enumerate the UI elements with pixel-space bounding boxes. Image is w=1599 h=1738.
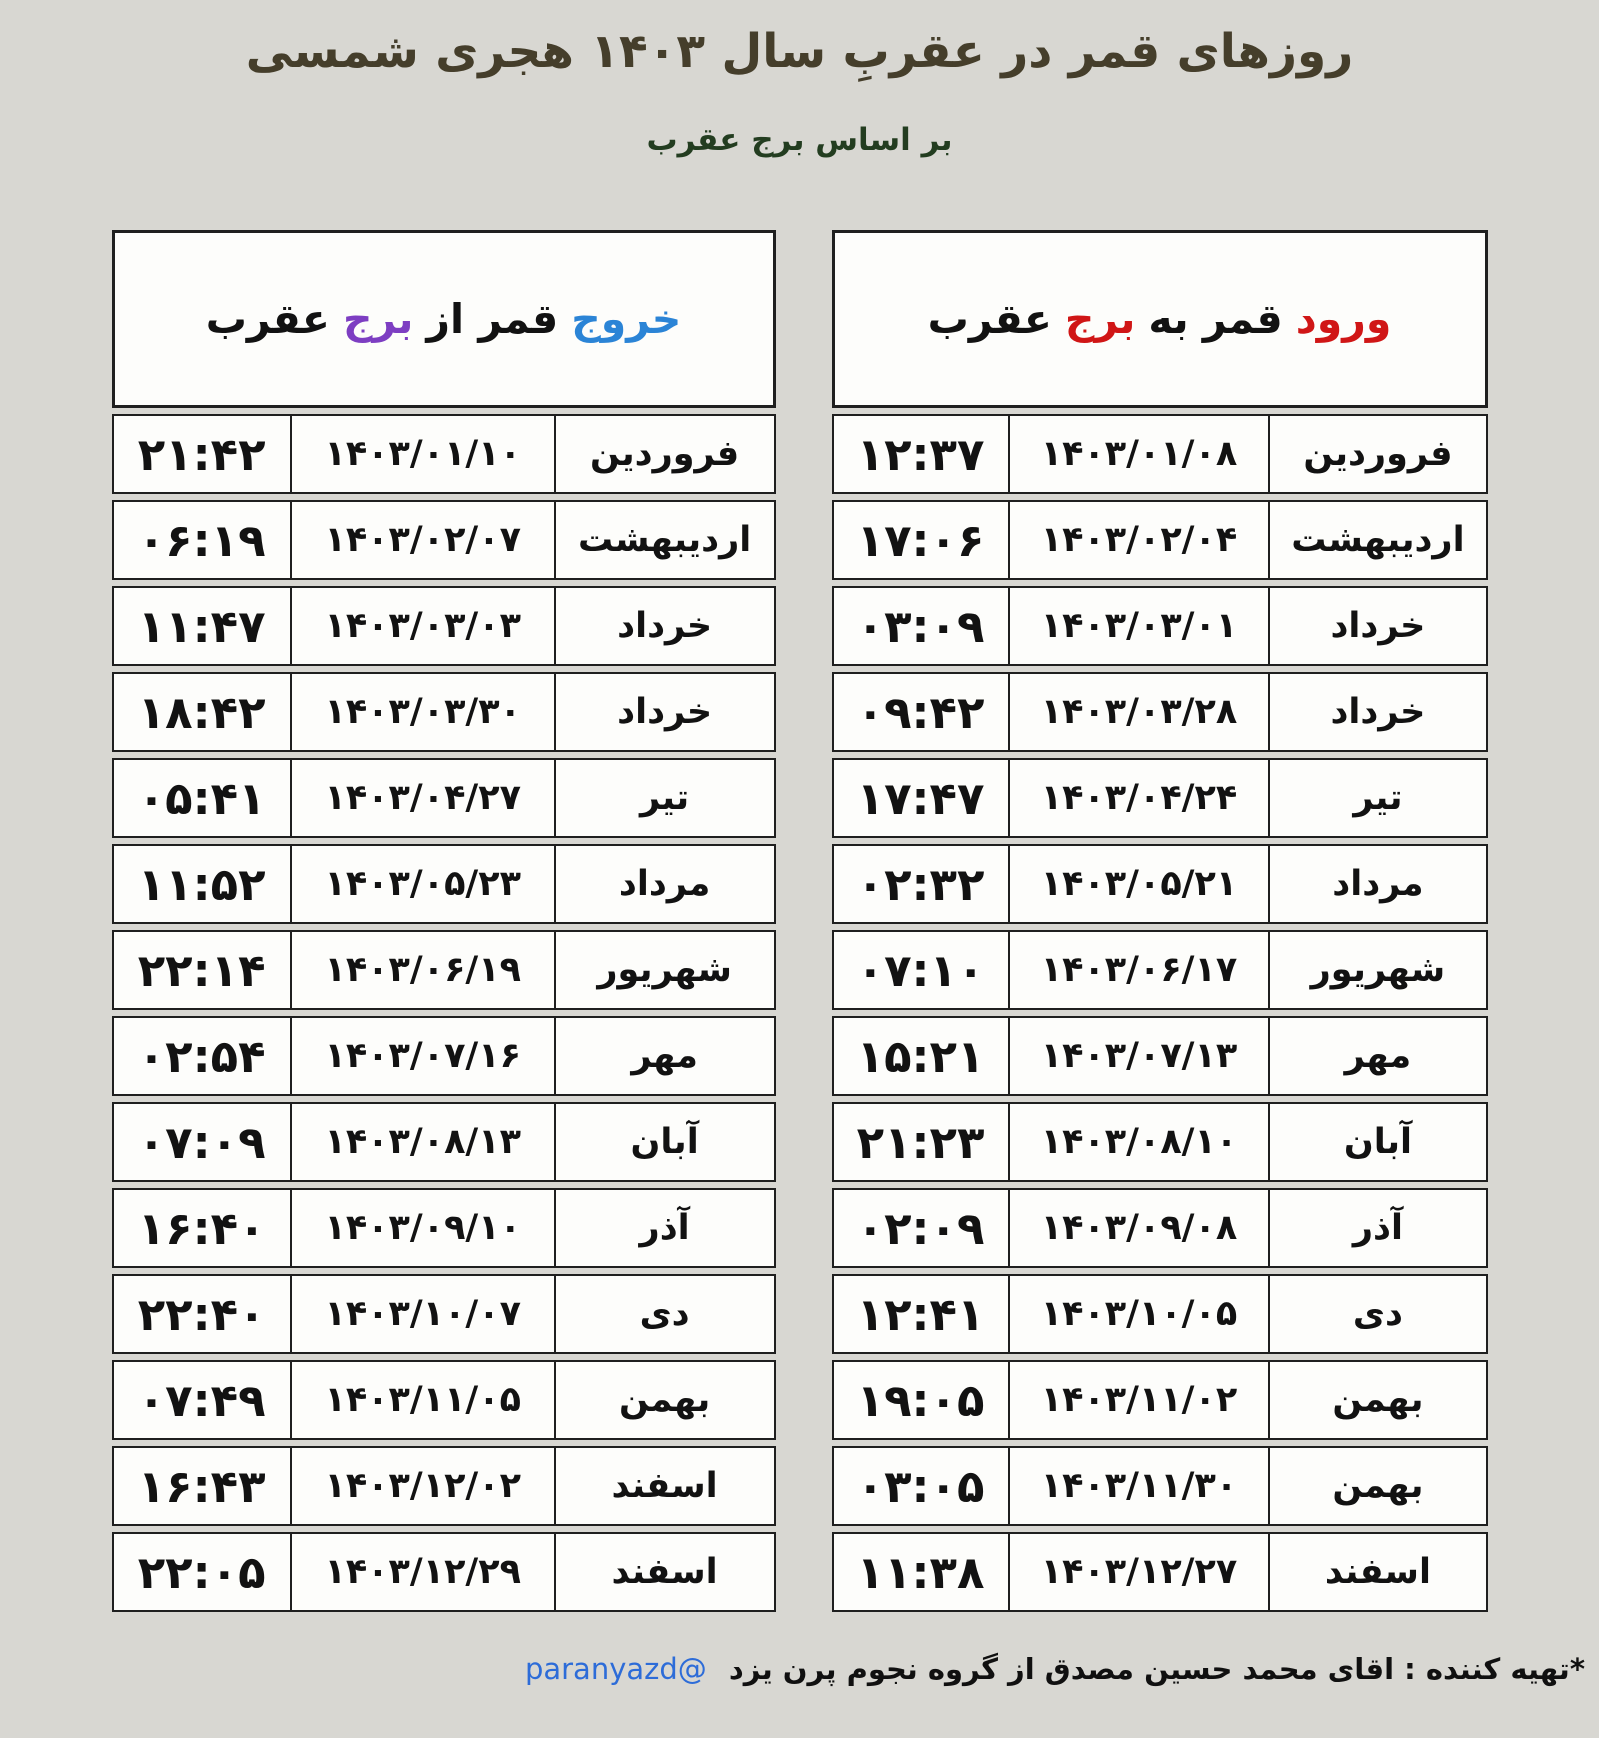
entry-header-word-3: برج (1064, 295, 1136, 343)
date-cell: ۱۴۰۳/۰۲/۰۴ (1010, 502, 1271, 578)
time-cell: ۱۸:۴۲ (114, 674, 292, 750)
time-cell: ۰۶:۱۹ (114, 502, 292, 578)
date-cell: ۱۴۰۳/۰۷/۱۳ (1010, 1018, 1271, 1094)
month-cell: دی (639, 1294, 690, 1334)
date-cell: ۱۴۰۳/۰۹/۱۰ (292, 1190, 556, 1266)
date-cell: ۱۴۰۳/۱۰/۰۵ (1010, 1276, 1271, 1352)
date-cell: ۱۴۰۳/۰۳/۲۸ (1010, 674, 1271, 750)
month-cell: اسفند (1324, 1552, 1431, 1592)
time-cell: ۰۷:۰۹ (114, 1104, 292, 1180)
month-cell: تیر (1353, 778, 1403, 818)
date-cell: ۱۴۰۳/۰۶/۱۹ (292, 932, 556, 1008)
date-cell: ۱۴۰۳/۰۴/۲۷ (292, 760, 556, 836)
date-cell: ۱۴۰۳/۰۱/۱۰ (292, 416, 556, 492)
moon-exit-table (112, 230, 776, 1612)
month-cell: آبان (1343, 1122, 1412, 1162)
date-cell: ۱۴۰۳/۰۴/۲۴ (1010, 760, 1271, 836)
date-cell: ۱۴۰۳/۱۲/۰۲ (292, 1448, 556, 1524)
time-cell: ۱۲:۳۷ (834, 416, 1010, 492)
time-cell: ۰۳:۰۵ (834, 1448, 1010, 1524)
date-cell: ۱۴۰۳/۱۲/۲۷ (1010, 1534, 1271, 1610)
table-row (112, 844, 776, 924)
time-cell: ۲۲:۱۴ (114, 932, 292, 1008)
moon-exit-table-body (112, 414, 776, 1612)
telegram-handle[interactable]: @paranyazd (524, 1652, 707, 1686)
time-cell: ۱۶:۴۰ (114, 1190, 292, 1266)
month-cell: تیر (640, 778, 690, 818)
table-row (832, 1446, 1488, 1526)
month-cell: مهر (631, 1036, 698, 1076)
time-cell: ۰۲:۵۴ (114, 1018, 292, 1094)
moon-entry-table-body (832, 414, 1488, 1612)
date-cell: ۱۴۰۳/۰۱/۰۸ (1010, 416, 1271, 492)
table-row (832, 1016, 1488, 1096)
table-row (112, 1274, 776, 1354)
date-cell: ۱۴۰۳/۰۸/۱۰ (1010, 1104, 1271, 1180)
moon-entry-table (832, 230, 1488, 1612)
table-row (832, 1360, 1488, 1440)
date-cell: ۱۴۰۳/۰۷/۱۶ (292, 1018, 556, 1094)
table-row (112, 1016, 776, 1096)
time-cell: ۱۱:۴۷ (114, 588, 292, 664)
month-cell: آذر (1352, 1208, 1403, 1248)
month-cell: شهریور (1310, 950, 1446, 990)
month-cell: بهمن (1332, 1380, 1424, 1420)
month-cell: فروردین (590, 434, 740, 474)
month-cell: بهمن (619, 1380, 711, 1420)
exit-header-word-2: قمر از (426, 295, 559, 343)
date-cell: ۱۴۰۳/۱۱/۳۰ (1010, 1448, 1271, 1524)
table-row (112, 1102, 776, 1182)
month-cell: آبان (630, 1122, 699, 1162)
time-cell: ۲۱:۴۲ (114, 416, 292, 492)
time-cell: ۲۱:۲۳ (834, 1104, 1010, 1180)
date-cell: ۱۴۰۳/۰۶/۱۷ (1010, 932, 1271, 1008)
table-row (112, 500, 776, 580)
time-cell: ۱۲:۴۱ (834, 1276, 1010, 1352)
month-cell: دی (1352, 1294, 1403, 1334)
date-cell: ۱۴۰۳/۰۵/۲۳ (292, 846, 556, 922)
table-row (832, 1532, 1488, 1612)
table-row (832, 758, 1488, 838)
table-row (112, 586, 776, 666)
exit-header-word-3: برج (342, 295, 414, 343)
month-cell: اسفند (611, 1466, 718, 1506)
time-cell: ۱۱:۳۸ (834, 1534, 1010, 1610)
page-subtitle: بر اساس برج عقرب (646, 122, 953, 158)
month-cell: مرداد (618, 864, 711, 904)
table-row (832, 930, 1488, 1010)
table-row (112, 1360, 776, 1440)
time-cell: ۰۷:۴۹ (114, 1362, 292, 1438)
date-cell: ۱۴۰۳/۰۳/۰۱ (1010, 588, 1271, 664)
exit-header-word-4: عقرب (205, 295, 330, 343)
time-cell: ۲۲:۴۰ (114, 1276, 292, 1352)
month-cell: بهمن (1332, 1466, 1424, 1506)
date-cell: ۱۴۰۳/۱۱/۰۵ (292, 1362, 556, 1438)
date-cell: ۱۴۰۳/۱۲/۲۹ (292, 1534, 556, 1610)
table-row (832, 844, 1488, 924)
month-cell: آذر (639, 1208, 690, 1248)
table-row (112, 1188, 776, 1268)
date-cell: ۱۴۰۳/۰۳/۳۰ (292, 674, 556, 750)
time-cell: ۰۷:۱۰ (834, 932, 1010, 1008)
table-row (832, 586, 1488, 666)
table-row (112, 1446, 776, 1526)
table-row (832, 672, 1488, 752)
table-row (112, 414, 776, 494)
table-row (112, 758, 776, 838)
date-cell: ۱۴۰۳/۰۲/۰۷ (292, 502, 556, 578)
date-cell: ۱۴۰۳/۱۱/۰۲ (1010, 1362, 1271, 1438)
month-cell: اردیبهشت (577, 520, 752, 560)
time-cell: ۰۹:۴۲ (834, 674, 1010, 750)
time-cell: ۱۱:۵۲ (114, 846, 292, 922)
exit-header-word-1: خروج (571, 295, 682, 343)
month-cell: اسفند (611, 1552, 718, 1592)
time-cell: ۱۷:۰۶ (834, 502, 1010, 578)
table-row (112, 930, 776, 1010)
month-cell: خرداد (617, 606, 713, 646)
month-cell: خرداد (617, 692, 713, 732)
entry-header-word-1: ورود (1295, 295, 1392, 343)
time-cell: ۰۵:۴۱ (114, 760, 292, 836)
month-cell: مهر (1344, 1036, 1412, 1076)
table-row (112, 1532, 776, 1612)
time-cell: ۰۲:۳۲ (834, 846, 1010, 922)
footer-credit (525, 1652, 1585, 1686)
entry-header-word-2: قمر به (1148, 295, 1283, 343)
date-cell: ۱۴۰۳/۱۰/۰۷ (292, 1276, 556, 1352)
time-cell: ۱۶:۴۳ (114, 1448, 292, 1524)
month-cell: شهریور (597, 950, 732, 990)
tables-area (0, 230, 1599, 1612)
moon-exit-table-header (112, 230, 776, 408)
page-title: روزهای قمر در عقربِ سال ۱۴۰۳ هجری شمسی (245, 24, 1354, 79)
credit-text: *تهیه کننده : اقای محمد حسین مصدق از گروه نجوم پرن یزد (728, 1652, 1585, 1686)
date-cell: ۱۴۰۳/۰۸/۱۳ (292, 1104, 556, 1180)
table-row (832, 1102, 1488, 1182)
time-cell: ۰۲:۰۹ (834, 1190, 1010, 1266)
table-row (112, 672, 776, 752)
month-cell: اردیبهشت (1291, 520, 1465, 560)
date-cell: ۱۴۰۳/۰۹/۰۸ (1010, 1190, 1271, 1266)
moon-entry-table-header (832, 230, 1488, 408)
month-cell: مرداد (1332, 864, 1424, 904)
month-cell: فروردین (1303, 434, 1453, 474)
time-cell: ۲۲:۰۵ (114, 1534, 292, 1610)
date-cell: ۱۴۰۳/۰۳/۰۳ (292, 588, 556, 664)
table-row (832, 500, 1488, 580)
time-cell: ۱۵:۲۱ (834, 1018, 1010, 1094)
table-row (832, 1274, 1488, 1354)
time-cell: ۱۹:۰۵ (834, 1362, 1010, 1438)
entry-header-word-4: عقرب (927, 295, 1052, 343)
month-cell: خرداد (1330, 692, 1426, 732)
table-row (832, 414, 1488, 494)
table-row (832, 1188, 1488, 1268)
time-cell: ۰۳:۰۹ (834, 588, 1010, 664)
month-cell: خرداد (1330, 606, 1426, 646)
time-cell: ۱۷:۴۷ (834, 760, 1010, 836)
date-cell: ۱۴۰۳/۰۵/۲۱ (1010, 846, 1271, 922)
